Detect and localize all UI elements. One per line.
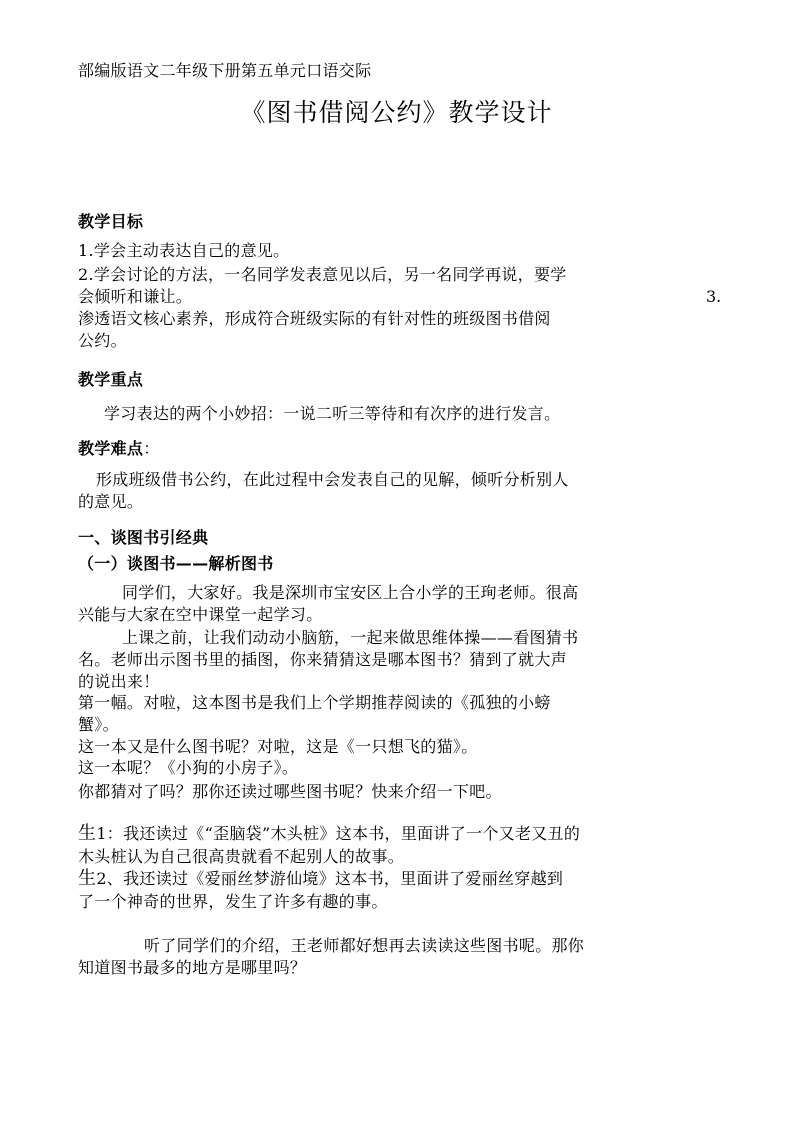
student-1-prefix: 生 [78,823,97,844]
objective-item-2-line-1: 2.学会讨论的方法，一名同学发表意见以后，另一名同学再说，要学 [78,265,567,284]
paragraph-7-line-2: 知道图书最多的地方是哪里吗？ [78,958,307,977]
objective-item-1: 1.学会主动表达自己的意见。 [78,241,290,260]
objective-item-3-number: 3. [706,287,722,306]
key-points-heading: 教学重点 [78,370,144,389]
difficulties-heading-colon: ： [143,439,160,458]
document-title: 《图书借阅公约》教学设计 [240,98,553,127]
paragraph-1-line-2: 兴能与大家在空中课堂一起学习。 [78,605,323,624]
student-1-line-1 [78,823,718,845]
difficulties-content-line-2: 的意见。 [78,492,144,511]
document-subtitle: 部编版语文二年级下册第五单元口语交际 [78,61,372,80]
paragraph-7-line-1: 听了同学们的介绍，王老师都好想再去读读这些图书呢。那你 [144,936,585,955]
key-points-content: 学习表达的两个小妙招：一说二听三等待和有次序的进行发言。 [104,404,561,423]
objective-item-2-line-2: 会倾听和谦让。 [78,287,193,306]
paragraph-3-line-1: 第一幅。对啦，这本图书是我们上个学期推荐阅读的《孤独的小螃 [78,693,551,712]
student-2-line-1 [78,868,718,890]
difficulties-content-line-1: 形成班级借书公约，在此过程中会发表自己的见解，倾听分析别人 [96,470,569,489]
paragraph-2-line-1: 上课之前，让我们动动小脑筋，一起来做思维体操——看图猜书 [122,628,579,647]
difficulties-heading-row [78,438,718,460]
section-1-sub-heading: （一）谈图书——解析图书 [78,554,274,573]
student-1-line-2: 木头桩认为自己很高贵就看不起别人的故事。 [78,847,405,866]
student-1-text: 1：我还读过《“歪脑袋”木头桩》这本书，里面讲了一个又老又丑的 [96,824,581,843]
student-2-line-2: 了一个神奇的世界，发生了许多有趣的事。 [78,892,388,911]
paragraph-2-line-2: 名。老师出示图书里的插图，你来猜猜这是哪本图书？猜到了就大声 [78,650,568,669]
paragraph-1-line-1: 同学们，大家好。我是深圳市宝安区上合小学的王珣老师。很高 [122,583,579,602]
objectives-heading: 教学目标 [78,212,144,231]
paragraph-2-line-3: 的说出来！ [78,672,160,691]
student-2-prefix: 生 [78,868,97,889]
paragraph-4: 这一本又是什么图书呢？对啦，这是《一只想飞的猫》。 [78,737,478,756]
objective-item-3-line-2: 公约。 [78,331,127,350]
objective-item-3-line-1: 渗透语文核心素养，形成符合班级实际的有针对性的班级图书借阅 [78,309,551,328]
paragraph-6: 你都猜对了吗？那你还读过哪些图书呢？快来介绍一下吧。 [78,782,502,801]
section-1-heading: 一、谈图书引经典 [78,528,209,547]
paragraph-5: 这一本呢？《小狗的小房子》。 [78,758,299,777]
student-2-text: 2、我还读过《爱丽丝梦游仙境》这本书，里面讲了爱丽丝穿越到 [96,869,564,888]
difficulties-heading: 教学难点 [78,439,144,458]
paragraph-3-line-2: 蟹》。 [78,715,119,734]
